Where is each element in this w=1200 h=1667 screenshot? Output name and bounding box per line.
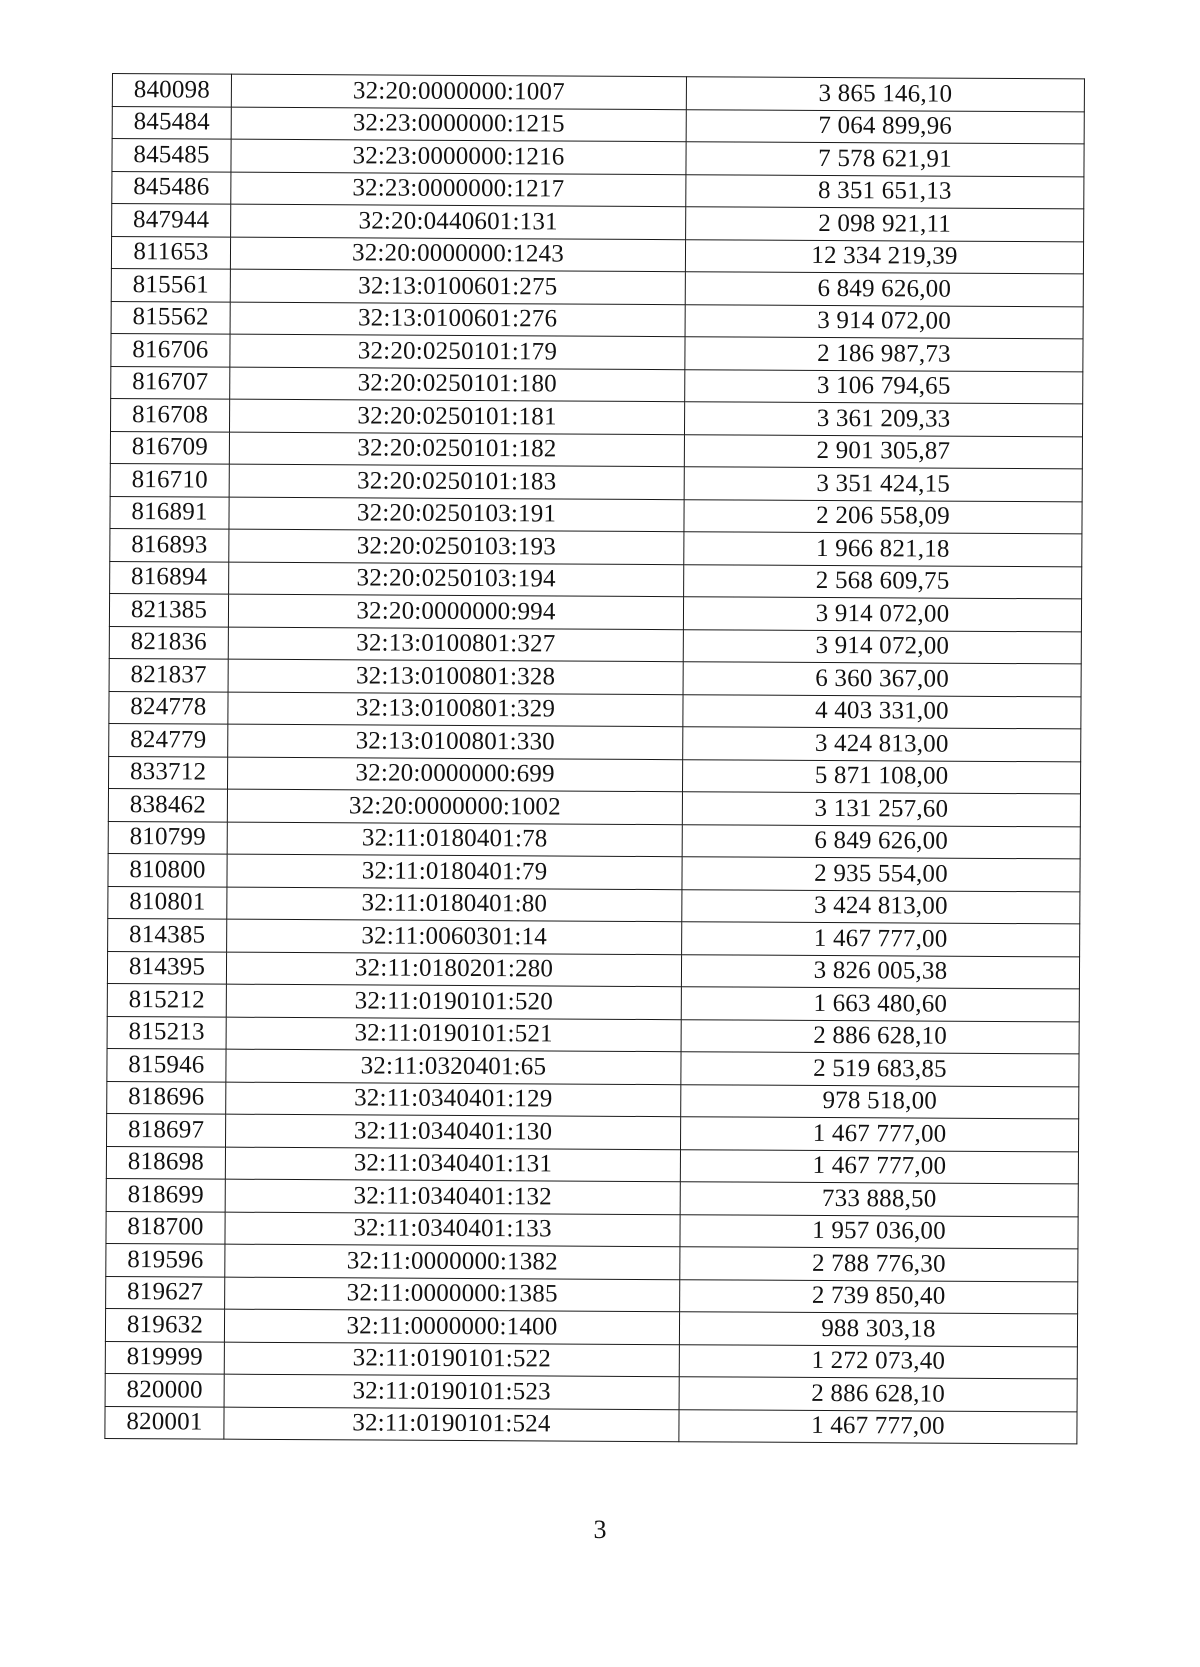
object-id-cell: 820000 <box>105 1373 224 1406</box>
cadastral-number-cell: 32:13:0100601:275 <box>230 269 685 304</box>
object-id-cell: 816891 <box>110 496 229 529</box>
cadastral-value-cell: 8 351 651,13 <box>686 174 1084 209</box>
cadastral-value-table <box>104 73 1085 1444</box>
cadastral-value-cell: 3 424 813,00 <box>683 727 1081 762</box>
cadastral-number-cell: 32:11:0180401:78 <box>227 822 682 857</box>
object-id-cell: 840098 <box>112 74 231 107</box>
cadastral-number-cell: 32:11:0340401:133 <box>225 1212 680 1247</box>
cadastral-number-cell: 32:13:0100801:329 <box>228 692 683 727</box>
cadastral-number-cell: 32:20:0250103:193 <box>229 529 684 564</box>
cadastral-number-cell: 32:11:0190101:520 <box>226 984 681 1019</box>
cadastral-value-cell: 3 826 005,38 <box>681 954 1079 989</box>
cadastral-number-cell: 32:11:0340401:131 <box>225 1147 680 1182</box>
table-row <box>110 496 1082 534</box>
object-id-cell: 838462 <box>108 788 227 821</box>
cadastral-number-cell: 32:11:0340401:129 <box>226 1082 681 1117</box>
object-id-cell: 824778 <box>109 691 228 724</box>
object-id-cell: 845486 <box>112 171 231 204</box>
table-row <box>106 1146 1078 1184</box>
cadastral-value-cell: 3 424 813,00 <box>682 889 1080 924</box>
table-row <box>112 106 1084 144</box>
cadastral-value-cell: 2 886 628,10 <box>679 1377 1077 1412</box>
table-row <box>109 756 1081 794</box>
cadastral-number-cell: 32:11:0180401:80 <box>227 887 682 922</box>
table-row <box>109 626 1081 664</box>
cadastral-value-cell: 5 871 108,00 <box>682 759 1080 794</box>
cadastral-value-cell: 2 098 921,11 <box>686 207 1084 242</box>
cadastral-value-cell: 3 914 072,00 <box>685 304 1083 339</box>
object-id-cell: 821837 <box>109 658 228 691</box>
table-row <box>112 171 1084 209</box>
table-row <box>108 886 1080 924</box>
object-id-cell: 816893 <box>110 528 229 561</box>
cadastral-number-cell: 32:20:0000000:1007 <box>231 74 686 109</box>
table-row <box>111 366 1083 404</box>
object-id-cell: 818696 <box>107 1081 226 1114</box>
cadastral-number-cell: 32:20:0250101:183 <box>229 464 684 499</box>
table-row <box>109 658 1081 696</box>
cadastral-number-cell: 32:20:0250101:180 <box>230 367 685 402</box>
table-row <box>107 951 1079 989</box>
cadastral-number-cell: 32:11:0180201:280 <box>226 952 681 987</box>
table-row <box>105 1341 1077 1379</box>
cadastral-value-cell: 3 361 209,33 <box>684 402 1082 437</box>
cadastral-number-cell: 32:20:0250103:191 <box>229 497 684 532</box>
cadastral-number-cell: 32:11:0340401:130 <box>226 1114 681 1149</box>
table-row <box>110 528 1082 566</box>
table-body <box>105 74 1085 1444</box>
object-id-cell: 816707 <box>111 366 230 399</box>
cadastral-number-cell: 32:23:0000000:1215 <box>231 107 686 142</box>
object-id-cell: 819999 <box>105 1341 224 1374</box>
table-row <box>111 333 1083 371</box>
cadastral-value-cell: 1 467 777,00 <box>682 922 1080 957</box>
cadastral-number-cell: 32:13:0100801:328 <box>228 659 683 694</box>
object-id-cell: 816708 <box>111 398 230 431</box>
object-id-cell: 824779 <box>109 723 228 756</box>
cadastral-number-cell: 32:23:0000000:1217 <box>231 172 686 207</box>
table-row <box>106 1211 1078 1249</box>
object-id-cell: 818699 <box>106 1178 225 1211</box>
cadastral-value-cell: 1 957 036,00 <box>680 1214 1078 1249</box>
cadastral-number-cell: 32:20:0000000:1243 <box>230 237 685 272</box>
table-row <box>110 463 1082 501</box>
object-id-cell: 821836 <box>109 626 228 659</box>
cadastral-value-cell: 7 578 621,91 <box>686 142 1084 177</box>
table-row <box>106 1178 1078 1216</box>
table-row <box>111 398 1083 436</box>
cadastral-value-cell: 2 568 609,75 <box>684 564 1082 599</box>
cadastral-number-cell: 32:20:0250101:179 <box>230 334 685 369</box>
cadastral-number-cell: 32:20:0000000:1002 <box>227 789 682 824</box>
cadastral-number-cell: 32:20:0000000:994 <box>228 594 683 629</box>
cadastral-number-cell: 32:11:0340401:132 <box>225 1179 680 1214</box>
cadastral-value-cell: 1 663 480,60 <box>681 987 1079 1022</box>
cadastral-number-cell: 32:11:0190101:522 <box>224 1342 679 1377</box>
object-id-cell: 815946 <box>107 1048 226 1081</box>
cadastral-value-cell: 6 849 626,00 <box>682 824 1080 859</box>
cadastral-value-cell: 1 467 777,00 <box>679 1409 1077 1444</box>
cadastral-value-cell: 3 131 257,60 <box>682 792 1080 827</box>
cadastral-value-cell: 1 966 821,18 <box>684 532 1082 567</box>
object-id-cell: 818698 <box>106 1146 225 1179</box>
cadastral-number-cell: 32:11:0060301:14 <box>227 919 682 954</box>
cadastral-value-cell: 3 914 072,00 <box>683 597 1081 632</box>
object-id-cell: 818700 <box>106 1211 225 1244</box>
object-id-cell: 819632 <box>105 1308 224 1341</box>
object-id-cell: 820001 <box>105 1406 224 1439</box>
object-id-cell: 811653 <box>111 236 230 269</box>
cadastral-number-cell: 32:20:0440601:131 <box>231 204 686 239</box>
cadastral-value-cell: 2 206 558,09 <box>684 499 1082 534</box>
cadastral-number-cell: 32:11:0000000:1385 <box>225 1277 680 1312</box>
cadastral-value-cell: 3 351 424,15 <box>684 467 1082 502</box>
table-row <box>105 1406 1077 1444</box>
cadastral-value-cell: 12 334 219,39 <box>685 239 1083 274</box>
cadastral-number-cell: 32:20:0250101:181 <box>229 399 684 434</box>
object-id-cell: 845484 <box>112 106 231 139</box>
table-row <box>107 983 1079 1021</box>
object-id-cell: 819627 <box>106 1276 225 1309</box>
cadastral-number-cell: 32:13:0100801:330 <box>228 724 683 759</box>
object-id-cell: 819596 <box>106 1243 225 1276</box>
cadastral-value-cell: 3 106 794,65 <box>685 369 1083 404</box>
cadastral-value-cell: 2 788 776,30 <box>680 1247 1078 1282</box>
table-row <box>110 431 1082 469</box>
cadastral-number-cell: 32:11:0190101:524 <box>224 1407 679 1442</box>
table-row <box>111 236 1083 274</box>
object-id-cell: 816706 <box>111 333 230 366</box>
cadastral-value-cell: 2 901 305,87 <box>684 434 1082 469</box>
table-row <box>107 1081 1079 1119</box>
table-row <box>107 1113 1079 1151</box>
cadastral-number-cell: 32:11:0190101:521 <box>226 1017 681 1052</box>
cadastral-value-cell: 733 888,50 <box>680 1182 1078 1217</box>
cadastral-number-cell: 32:20:0250101:182 <box>229 432 684 467</box>
table-row <box>106 1243 1078 1281</box>
object-id-cell: 816894 <box>110 561 229 594</box>
cadastral-value-cell: 7 064 899,96 <box>686 109 1084 144</box>
cadastral-value-cell: 6 849 626,00 <box>685 272 1083 307</box>
table-row <box>107 1048 1079 1086</box>
cadastral-number-cell: 32:11:0180401:79 <box>227 854 682 889</box>
table-row <box>111 301 1083 339</box>
cadastral-number-cell: 32:13:0100801:327 <box>228 627 683 662</box>
object-id-cell: 818697 <box>107 1113 226 1146</box>
table-row <box>112 74 1084 112</box>
document-page <box>104 73 1084 1444</box>
table-row <box>107 1016 1079 1054</box>
cadastral-number-cell: 32:13:0100601:276 <box>230 302 685 337</box>
cadastral-value-cell: 2 935 554,00 <box>682 857 1080 892</box>
table-row <box>109 593 1081 631</box>
table-row <box>111 268 1083 306</box>
cadastral-value-cell: 2 519 683,85 <box>681 1052 1079 1087</box>
cadastral-value-cell: 1 467 777,00 <box>680 1149 1078 1184</box>
table-row <box>105 1308 1077 1346</box>
cadastral-number-cell: 32:11:0190101:523 <box>224 1374 679 1409</box>
table-row <box>110 561 1082 599</box>
object-id-cell: 815562 <box>111 301 230 334</box>
cadastral-value-cell: 6 360 367,00 <box>683 662 1081 697</box>
object-id-cell: 815212 <box>107 983 226 1016</box>
cadastral-number-cell: 32:11:0320401:65 <box>226 1049 681 1084</box>
table-row <box>112 139 1084 177</box>
table-row <box>108 918 1080 956</box>
cadastral-value-cell: 988 303,18 <box>679 1312 1077 1347</box>
object-id-cell: 810799 <box>108 821 227 854</box>
cadastral-value-cell: 1 467 777,00 <box>680 1117 1078 1152</box>
cadastral-value-cell: 2 739 850,40 <box>680 1279 1078 1314</box>
object-id-cell: 833712 <box>109 756 228 789</box>
cadastral-value-cell: 3 865 146,10 <box>686 77 1084 112</box>
object-id-cell: 816709 <box>110 431 229 464</box>
cadastral-value-cell: 978 518,00 <box>681 1084 1079 1119</box>
cadastral-number-cell: 32:11:0000000:1382 <box>225 1244 680 1279</box>
object-id-cell: 810801 <box>108 886 227 919</box>
table-row <box>108 853 1080 891</box>
cadastral-value-cell: 1 272 073,40 <box>679 1344 1077 1379</box>
cadastral-number-cell: 32:20:0000000:699 <box>228 757 683 792</box>
object-id-cell: 814395 <box>107 951 226 984</box>
cadastral-number-cell: 32:23:0000000:1216 <box>231 139 686 174</box>
table-row <box>106 1276 1078 1314</box>
object-id-cell: 815561 <box>111 268 230 301</box>
table-row <box>105 1373 1077 1411</box>
cadastral-number-cell: 32:11:0000000:1400 <box>224 1309 679 1344</box>
object-id-cell: 816710 <box>110 463 229 496</box>
cadastral-value-cell: 4 403 331,00 <box>683 694 1081 729</box>
object-id-cell: 847944 <box>112 204 231 237</box>
table-row <box>112 204 1084 242</box>
table-row <box>108 788 1080 826</box>
table-row <box>109 691 1081 729</box>
page-number: 3 <box>593 1515 607 1544</box>
object-id-cell: 810800 <box>108 853 227 886</box>
table-row <box>109 723 1081 761</box>
object-id-cell: 815213 <box>107 1016 226 1049</box>
cadastral-value-cell: 2 886 628,10 <box>681 1019 1079 1054</box>
cadastral-number-cell: 32:20:0250103:194 <box>229 562 684 597</box>
table-row <box>108 821 1080 859</box>
cadastral-value-cell: 3 914 072,00 <box>683 629 1081 664</box>
object-id-cell: 821385 <box>109 593 228 626</box>
object-id-cell: 845485 <box>112 139 231 172</box>
cadastral-value-cell: 2 186 987,73 <box>685 337 1083 372</box>
object-id-cell: 814385 <box>108 918 227 951</box>
